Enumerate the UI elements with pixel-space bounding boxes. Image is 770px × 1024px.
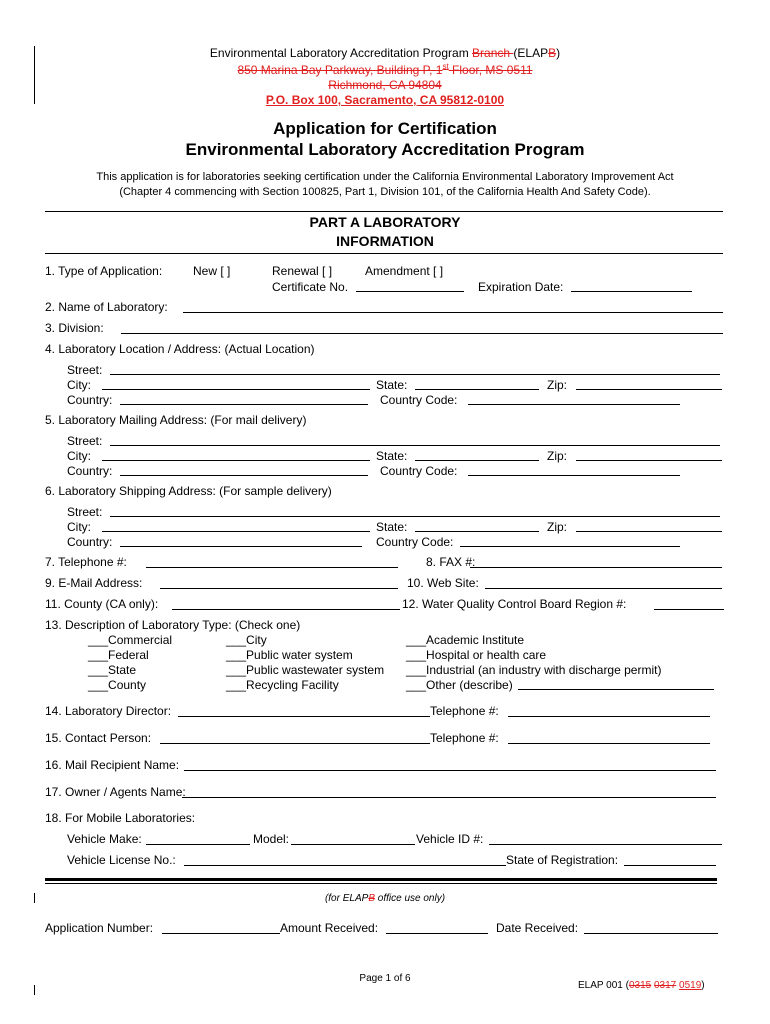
mail-recipient-field[interactable] — [184, 770, 716, 771]
program-header-line: Environmental Laboratory Accreditation Program Branch (ELAPB) — [209, 46, 561, 60]
state-label: State: — [376, 378, 408, 392]
date-received-field[interactable] — [584, 933, 718, 934]
water-quality-region-field[interactable] — [654, 609, 724, 610]
title-line-2: Environmental Laboratory Accreditation Program — [185, 140, 585, 159]
country-label: Country: — [67, 464, 113, 478]
contact-telephone-label: Telephone #: — [430, 731, 499, 745]
zip-label: Zip: — [547, 378, 568, 392]
lab-type-federal[interactable]: ___Federal — [88, 648, 149, 662]
location-zip-field[interactable] — [576, 389, 722, 390]
contact-telephone-field[interactable] — [508, 743, 710, 744]
mailing-state-field[interactable] — [415, 460, 539, 461]
location-country-field[interactable] — [120, 404, 368, 405]
contact-person-field[interactable] — [160, 743, 430, 744]
director-telephone-field[interactable] — [508, 716, 710, 717]
lab-type-hospital[interactable]: ___Hospital or health care — [406, 648, 547, 662]
lab-type-other[interactable]: ___Other (describe) — [406, 678, 513, 692]
mobile-labs-label: 18. For Mobile Laboratories: — [45, 811, 196, 825]
zip-label: Zip: — [547, 449, 568, 463]
state-registration-label: State of Registration: — [506, 853, 619, 867]
email-field[interactable] — [160, 588, 398, 589]
change-bar — [34, 985, 35, 995]
mailing-zip-field[interactable] — [576, 460, 722, 461]
vehicle-make-field[interactable] — [146, 844, 250, 845]
mailing-country-field[interactable] — [120, 475, 368, 476]
vehicle-license-field[interactable] — [184, 865, 506, 866]
shipping-country-field[interactable] — [120, 546, 362, 547]
office-divider — [45, 878, 717, 881]
new-checkbox[interactable]: New [ ] — [193, 264, 231, 278]
country-code-label: Country Code: — [380, 393, 458, 407]
vehicle-id-field[interactable] — [489, 844, 722, 845]
divider — [45, 211, 723, 212]
shipping-country-code-field[interactable] — [460, 546, 680, 547]
owner-agents-field[interactable] — [182, 797, 716, 798]
country-code-label: Country Code: — [380, 464, 458, 478]
state-label: State: — [376, 449, 408, 463]
application-number-field[interactable] — [162, 933, 280, 934]
mailing-country-code-field[interactable] — [468, 475, 680, 476]
street-label: Street: — [67, 363, 103, 377]
intro-line-1: This application is for laboratories seeking certification under the California Environmental Laboratory Improvement Act — [96, 171, 674, 183]
division-label: 3. Division: — [45, 321, 104, 335]
state-registration-field[interactable] — [624, 865, 716, 866]
zip-label: Zip: — [547, 520, 568, 534]
location-address-label: 4. Laboratory Location / Address: (Actual Location) — [45, 342, 315, 356]
type-of-application-label: 1. Type of Application: — [45, 264, 163, 278]
lab-type-label: 13. Description of Laboratory Type: (Check one) — [45, 618, 301, 632]
fax-field[interactable] — [470, 567, 722, 568]
location-state-field[interactable] — [415, 389, 539, 390]
director-telephone-label: Telephone #: — [430, 704, 499, 718]
divider — [45, 253, 723, 254]
laboratory-director-field[interactable] — [178, 716, 430, 717]
division-field[interactable] — [121, 333, 723, 334]
name-of-laboratory-field[interactable] — [183, 312, 723, 313]
shipping-zip-field[interactable] — [576, 531, 722, 532]
old-address-line-1: 850 Marina Bay Parkway, Building P, 1st Floor, MS 0511 — [237, 62, 533, 77]
street-label: Street: — [67, 434, 103, 448]
city-label: City: — [67, 449, 91, 463]
location-street-field[interactable] — [110, 374, 720, 375]
mail-recipient-label: 16. Mail Recipient Name: — [45, 758, 180, 772]
country-label: Country: — [67, 535, 113, 549]
amount-received-field[interactable] — [386, 933, 488, 934]
vehicle-make-label: Vehicle Make: — [67, 832, 142, 846]
location-city-field[interactable] — [102, 389, 370, 390]
lab-type-recycling[interactable]: ___Recycling Facility — [226, 678, 339, 692]
expiration-date-label: Expiration Date: — [478, 280, 564, 294]
lab-type-city[interactable]: ___City — [226, 633, 267, 647]
state-label: State: — [376, 520, 408, 534]
new-address: P.O. Box 100, Sacramento, CA 95812-0100 — [265, 93, 505, 107]
city-label: City: — [67, 378, 91, 392]
part-a-heading-2: INFORMATION — [336, 233, 434, 249]
mailing-city-field[interactable] — [102, 460, 370, 461]
owner-agents-label: 17. Owner / Agents Name: — [45, 785, 186, 799]
county-label: 11. County (CA only): — [45, 597, 159, 611]
name-of-laboratory-label: 2. Name of Laboratory: — [45, 300, 168, 314]
website-label: 10. Web Site: — [407, 576, 479, 590]
water-quality-region-label: 12. Water Quality Control Board Region #: — [402, 597, 627, 611]
amendment-checkbox[interactable]: Amendment [ ] — [365, 264, 444, 278]
expiration-date-field[interactable] — [571, 291, 692, 292]
vehicle-id-label: Vehicle ID #: — [416, 832, 484, 846]
model-label: Model: — [253, 832, 290, 846]
county-field[interactable] — [172, 609, 400, 610]
lab-type-commercial[interactable]: ___Commercial — [88, 633, 173, 647]
location-country-code-field[interactable] — [468, 404, 680, 405]
application-number-label: Application Number: — [45, 921, 154, 935]
shipping-city-field[interactable] — [102, 531, 370, 532]
contact-person-label: 15. Contact Person: — [45, 731, 152, 745]
shipping-state-field[interactable] — [415, 531, 539, 532]
laboratory-director-label: 14. Laboratory Director: — [45, 704, 172, 718]
model-field[interactable] — [291, 844, 415, 845]
renewal-checkbox[interactable]: Renewal [ ] — [272, 264, 333, 278]
lab-type-industrial[interactable]: ___Industrial (an industry with discharge permit) — [406, 663, 662, 677]
title-line-1: Application for Certification — [273, 119, 497, 138]
email-label: 9. E-Mail Address: — [45, 576, 143, 590]
lab-type-academic[interactable]: ___Academic Institute — [406, 633, 525, 647]
street-label: Street: — [67, 505, 103, 519]
shipping-address-label: 6. Laboratory Shipping Address: (For sample delivery) — [45, 484, 332, 498]
lab-type-public-water[interactable]: ___Public water system — [226, 648, 353, 662]
part-a-heading-1: PART A LABORATORY — [309, 214, 461, 230]
page-number: Page 1 of 6 — [359, 973, 411, 984]
website-field[interactable] — [485, 588, 722, 589]
shipping-street-field[interactable] — [110, 516, 720, 517]
office-divider-thin — [45, 883, 717, 884]
date-received-label: Date Received: — [496, 921, 579, 935]
form-number: ELAP 001 (0315 0317 0519) — [578, 980, 705, 991]
old-address-line-2: Richmond, CA 94804 — [328, 78, 442, 92]
country-code-label: Country Code: — [376, 535, 454, 549]
vehicle-license-label: Vehicle License No.: — [67, 853, 176, 867]
fax-label: 8. FAX #: — [426, 555, 476, 569]
certificate-no-label: Certificate No. — [272, 280, 349, 294]
lab-type-state[interactable]: ___State — [88, 663, 137, 677]
lab-type-county[interactable]: ___County — [88, 678, 147, 692]
amount-received-label: Amount Received: — [280, 921, 379, 935]
telephone-label: 7. Telephone #: — [45, 555, 127, 569]
telephone-field[interactable] — [146, 567, 398, 568]
mailing-street-field[interactable] — [110, 445, 720, 446]
other-describe-field[interactable] — [518, 689, 714, 690]
city-label: City: — [67, 520, 91, 534]
lab-type-public-wastewater[interactable]: ___Public wastewater system — [226, 663, 385, 677]
country-label: Country: — [67, 393, 113, 407]
office-use-note: (for ELAPB office use only) — [324, 893, 446, 904]
certificate-no-field[interactable] — [356, 291, 464, 292]
intro-line-2: (Chapter 4 commencing with Section 100825, Part 1, Division 101, of the California Health And Safety Code). — [119, 186, 651, 198]
mailing-address-label: 5. Laboratory Mailing Address: (For mail delivery) — [45, 413, 307, 427]
